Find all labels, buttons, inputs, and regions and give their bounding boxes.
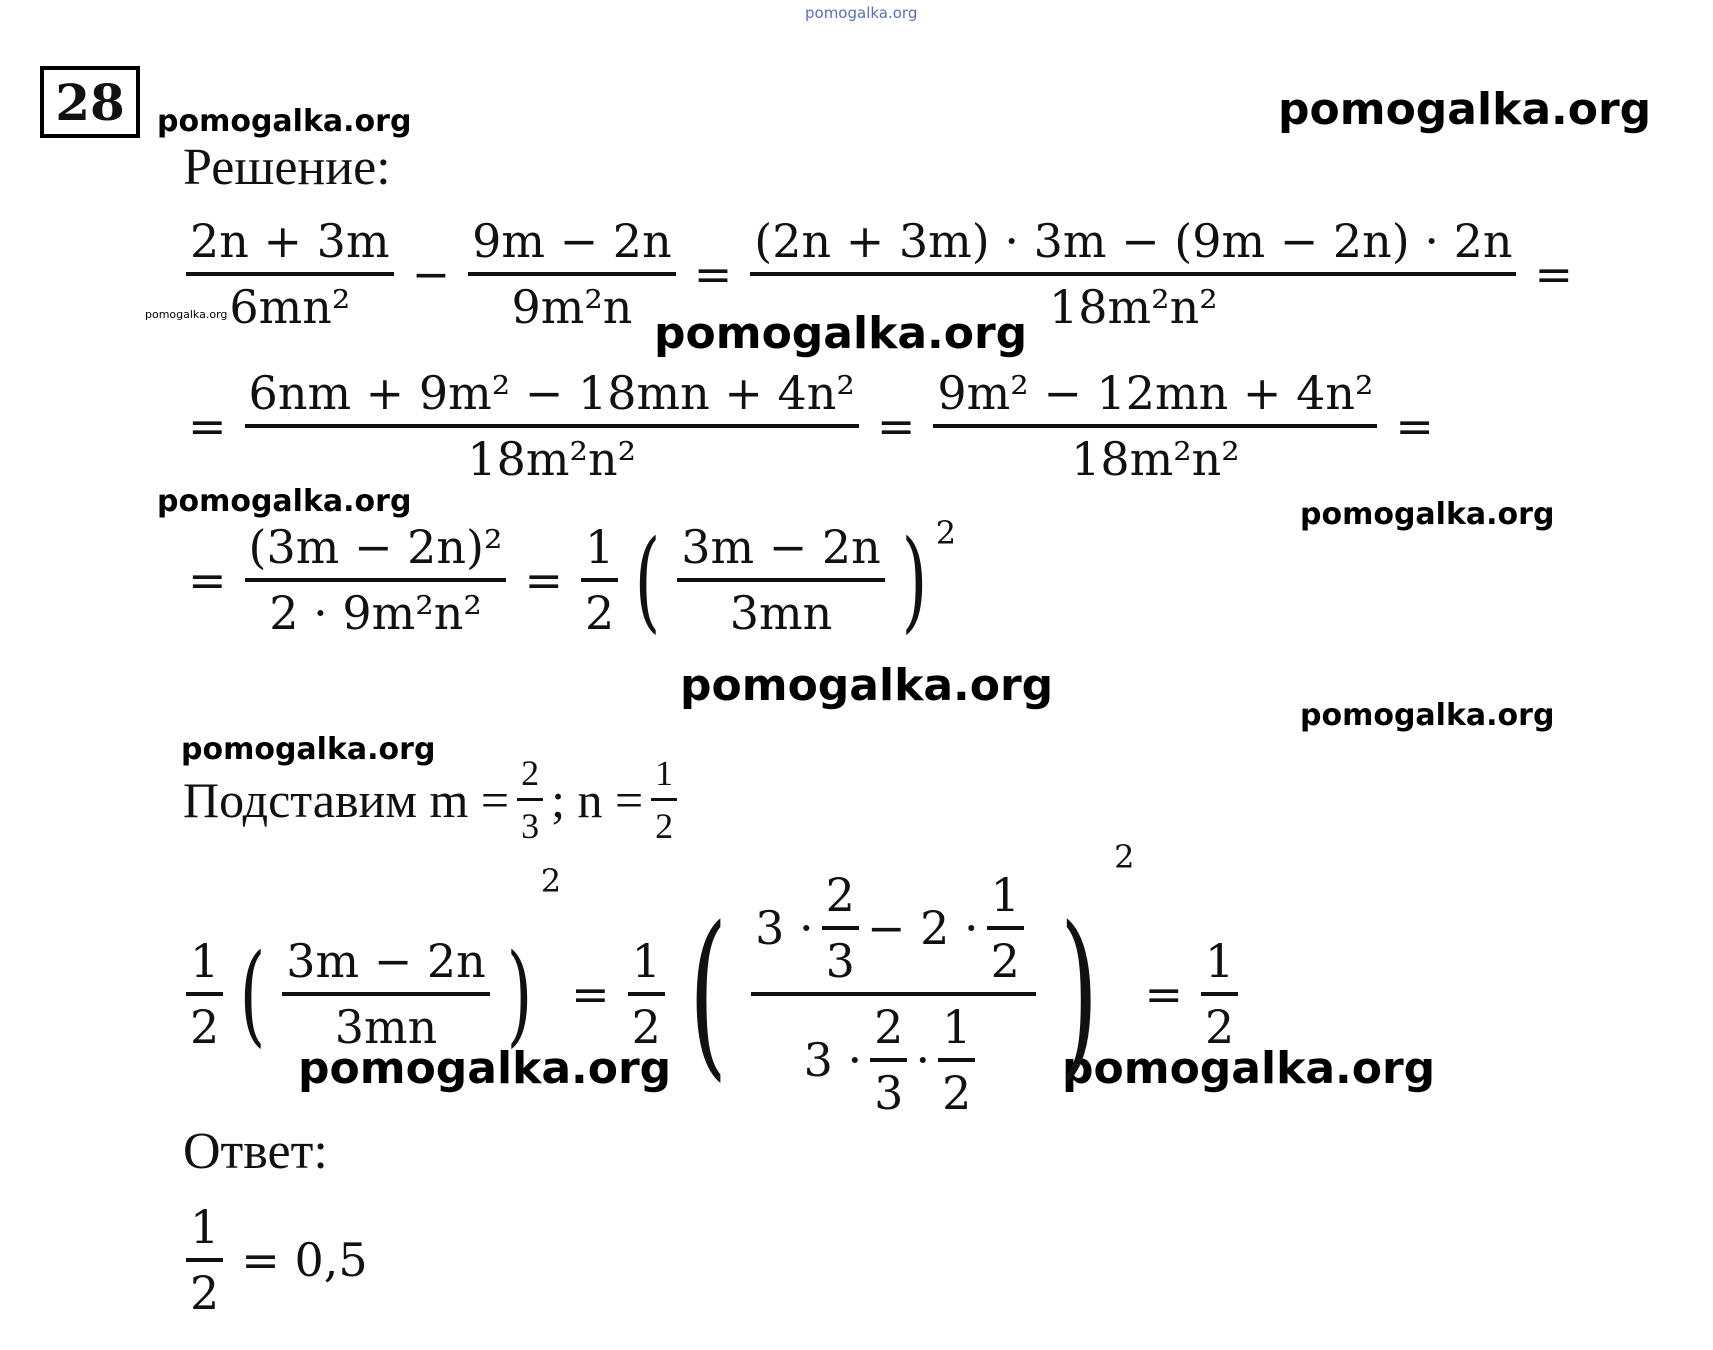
fraction xyxy=(517,752,543,847)
denominator: 2 xyxy=(990,934,1020,988)
fraction xyxy=(933,366,1377,486)
equation-line-4 xyxy=(178,838,1246,1120)
numerator: 2 xyxy=(825,868,855,922)
left-parenthesis: ( xyxy=(634,516,661,644)
numerator: 2 xyxy=(521,753,540,793)
numerator: 3m − 2n xyxy=(286,934,486,988)
numerator: 1 xyxy=(190,1200,220,1254)
task-number: 28 xyxy=(40,66,140,138)
fraction xyxy=(186,1200,223,1320)
watermark: pomogalka.org xyxy=(654,308,1028,359)
denominator: 2 xyxy=(631,1000,661,1054)
watermark: pomogalka.org xyxy=(1278,84,1652,135)
right-parenthesis: ) xyxy=(506,930,533,1058)
fraction xyxy=(822,868,859,988)
numerator: 1 xyxy=(655,753,674,793)
watermark: pomogalka.org xyxy=(298,1043,672,1094)
equals-sign: = xyxy=(693,247,733,301)
equals-sign: = xyxy=(571,967,610,1021)
watermark-top: pomogalka.org xyxy=(805,4,918,22)
fraction xyxy=(677,520,885,640)
denominator-part: 3 · xyxy=(803,1033,863,1087)
numerator: 9m² − 12mn + 4n² xyxy=(937,366,1374,420)
denominator: 18m²n² xyxy=(1049,280,1218,334)
watermark: pomogalka.org xyxy=(157,104,412,139)
numerator: 1 xyxy=(942,1000,972,1054)
minus-sign: − xyxy=(411,247,451,301)
fraction xyxy=(628,934,665,1054)
denominator: 3mn xyxy=(334,1000,438,1054)
equals-sign: = xyxy=(188,399,227,453)
fraction xyxy=(186,214,394,334)
denominator: 3 xyxy=(874,1066,904,1120)
fraction xyxy=(245,366,859,486)
equation-line-1 xyxy=(178,214,1583,334)
fraction xyxy=(186,934,223,1054)
exponent: 2 xyxy=(935,514,957,552)
right-parenthesis: ) xyxy=(1059,889,1099,1098)
numerator: 1 xyxy=(190,934,220,988)
substitution-text: Подставим m = xyxy=(183,771,510,828)
fraction xyxy=(581,520,618,640)
fraction xyxy=(1201,934,1238,1054)
numerator: 3m − 2n xyxy=(681,520,881,574)
equation-line-2 xyxy=(178,366,1444,486)
watermark: pomogalka.org xyxy=(1062,1043,1436,1094)
numerator-part: 3 · xyxy=(755,901,814,955)
complex-fraction xyxy=(751,868,1036,1120)
denominator: 2 xyxy=(942,1066,972,1120)
numerator: 1 xyxy=(585,520,615,574)
answer-value: = 0,5 xyxy=(241,1233,368,1287)
left-parenthesis: ( xyxy=(239,930,266,1058)
denominator: 2 · 9m²n² xyxy=(269,586,482,640)
watermark: pomogalka.org xyxy=(157,484,412,519)
denominator-part: · xyxy=(915,1033,931,1087)
equals-sign: = xyxy=(876,399,916,453)
denominator: 6mn² xyxy=(229,280,351,334)
numerator: (3m − 2n)² xyxy=(248,520,503,574)
numerator: 2n + 3m xyxy=(190,214,390,268)
numerator: 1 xyxy=(631,934,661,988)
denominator: 2 xyxy=(585,586,615,640)
equation-line-3 xyxy=(178,514,957,644)
denominator: 18m²n² xyxy=(467,432,637,486)
denominator: 18m²n² xyxy=(1071,432,1240,486)
watermark: pomogalka.org xyxy=(1300,497,1555,532)
numerator: 6nm + 9m² − 18mn + 4n² xyxy=(248,366,855,420)
numerator: 2 xyxy=(874,1000,904,1054)
solution-label: Решение: xyxy=(183,139,391,196)
left-parenthesis: ( xyxy=(688,889,728,1098)
fraction xyxy=(987,868,1024,988)
answer-line xyxy=(178,1200,378,1320)
equals-sign: = xyxy=(1144,967,1184,1021)
equals-sign: = xyxy=(1534,247,1574,301)
numerator: 9m − 2n xyxy=(472,214,672,268)
numerator: 1 xyxy=(1205,934,1235,988)
exponent: 2 xyxy=(540,862,562,900)
substitution-line xyxy=(183,752,685,847)
exponent: 2 xyxy=(1114,838,1135,876)
fraction xyxy=(938,1000,975,1120)
right-parenthesis: ) xyxy=(901,516,928,644)
numerator: 1 xyxy=(990,868,1020,922)
complex-denominator xyxy=(800,996,988,1120)
denominator: 2 xyxy=(190,1266,220,1320)
fraction xyxy=(870,1000,907,1120)
watermark: pomogalka.org xyxy=(680,660,1054,711)
answer-label: Ответ: xyxy=(183,1123,328,1180)
fraction xyxy=(245,520,507,640)
denominator: 3mn xyxy=(729,586,833,640)
denominator: 2 xyxy=(190,1000,220,1054)
equals-sign: = xyxy=(524,553,563,607)
numerator: (2n + 3m) · 3m − (9m − 2n) · 2n xyxy=(754,214,1513,268)
denominator: 2 xyxy=(655,806,674,846)
watermark: pomogalka.org xyxy=(1300,698,1555,733)
denominator: 3 xyxy=(521,806,540,846)
fraction xyxy=(468,214,676,334)
equals-sign: = xyxy=(188,553,227,607)
numerator-part: − 2 · xyxy=(866,901,979,955)
fraction xyxy=(282,934,490,1054)
complex-numerator xyxy=(751,868,1036,992)
fraction xyxy=(750,214,1516,334)
watermark: pomogalka.org xyxy=(145,308,228,321)
denominator: 2 xyxy=(1205,1000,1235,1054)
denominator: 9m²n xyxy=(511,280,633,334)
separator-text: ; n = xyxy=(551,771,644,828)
equals-sign: = xyxy=(1395,399,1434,453)
denominator: 3 xyxy=(825,934,855,988)
fraction xyxy=(651,752,677,847)
watermark: pomogalka.org xyxy=(181,732,436,767)
